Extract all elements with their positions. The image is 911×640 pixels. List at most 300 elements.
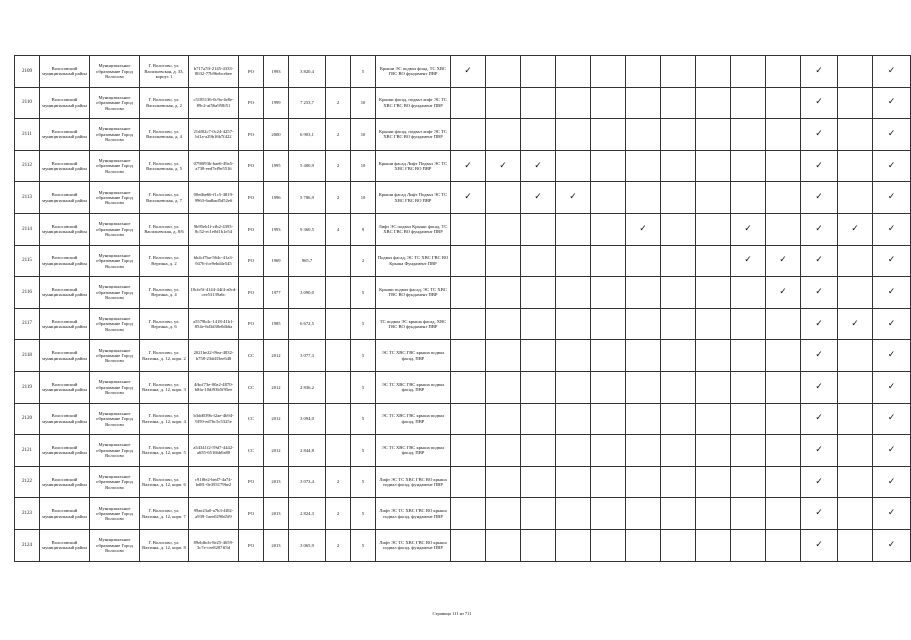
cell-work-mark	[591, 403, 626, 435]
cell-work-mark	[626, 308, 661, 340]
cell-address: Г. Волосово, ул. Васильевская, д. 7	[140, 182, 189, 214]
cell-work-mark	[696, 308, 731, 340]
cell-work-mark	[556, 56, 591, 88]
cell-work-mark	[521, 340, 556, 372]
cell-work-mark	[626, 87, 661, 119]
cell-work-mark	[486, 245, 521, 277]
cell-work-mark	[626, 340, 661, 372]
checkmark-icon: ✓	[815, 223, 823, 234]
cell-works-list: Крыши подвал фасад, ЭС ТС ХВС ГВС ВО фундамент ПВР	[376, 277, 451, 309]
cell-lift-count	[326, 340, 351, 372]
cell-build-year: 2012	[264, 403, 289, 435]
checkmark-icon: ✓	[779, 255, 787, 266]
cell-build-year: 1985	[264, 308, 289, 340]
cell-district-name: Волосовский муниципальный район	[40, 498, 90, 530]
cell-work-mark	[626, 213, 661, 245]
checkmark-icon: ✓	[851, 223, 859, 234]
cell-work-mark	[661, 371, 696, 403]
cell-work-mark	[591, 340, 626, 372]
cell-work-mark	[486, 182, 521, 214]
cell-work-mark	[521, 119, 556, 151]
cell-work-mark	[873, 245, 911, 277]
checkmark-icon: ✓	[815, 318, 823, 329]
cell-work-mark	[873, 56, 911, 88]
cell-lift-count: 4	[326, 213, 351, 245]
cell-work-mark	[451, 245, 486, 277]
cell-address: Г. Волосово, ул. Вахтина, д. 12, корп. 2	[140, 340, 189, 372]
cell-work-mark	[801, 182, 838, 214]
checkmark-icon: ✓	[887, 444, 896, 455]
cell-work-mark	[521, 182, 556, 214]
cell-work-mark	[801, 403, 838, 435]
cell-work-mark	[626, 498, 661, 530]
cell-work-mark	[696, 435, 731, 467]
cell-work-mark	[556, 277, 591, 309]
cell-work-mark	[626, 466, 661, 498]
cell-work-mark	[451, 498, 486, 530]
cell-work-mark	[731, 340, 766, 372]
checkmark-icon: ✓	[815, 65, 823, 76]
cell-fund-code: РО	[239, 119, 264, 151]
cell-total-area: 5 786,9	[289, 182, 326, 214]
cell-work-mark	[766, 529, 801, 561]
cell-work-mark	[486, 87, 521, 119]
cell-works-list: ЭС ТС ХВС ГВС крыша подвал фасад, ПВР	[376, 340, 451, 372]
cell-work-mark	[486, 308, 521, 340]
table-row	[15, 182, 911, 214]
cell-works-list: ЭС ТС ХВС ГВС крыша подвал фасад, ПВР	[376, 371, 451, 403]
cell-lift-count	[326, 403, 351, 435]
cell-work-mark	[626, 150, 661, 182]
cell-work-mark	[696, 403, 731, 435]
cell-floor-count: 5	[351, 435, 376, 467]
checkmark-icon: ✓	[887, 286, 896, 297]
cell-municipality-name: Муниципальное образование Город Волосово	[90, 213, 140, 245]
cell-work-mark	[591, 308, 626, 340]
cell-house-guid: 89ebfbcb-8e25-4659-3c7e-cee8207ff3d	[189, 529, 239, 561]
cell-address: Г. Волосово, ул. Вергина, д. 2	[140, 245, 189, 277]
cell-address: Г. Волосово, ул. Васильевская, д. 4	[140, 119, 189, 151]
cell-work-mark	[591, 466, 626, 498]
cell-work-mark	[838, 119, 873, 151]
cell-municipality-name: Муниципальное образование Город Волосово	[90, 150, 140, 182]
cell-house-guid: 18cfe5f-4144-44f4-a0cd-cee53139a6c	[189, 277, 239, 309]
cell-lift-count: 2	[326, 498, 351, 530]
cell-work-mark	[521, 150, 556, 182]
cell-work-mark	[731, 213, 766, 245]
cell-build-year: 2012	[264, 371, 289, 403]
cell-row-number: 2124	[15, 529, 40, 561]
cell-work-mark	[873, 466, 911, 498]
cell-floor-count: 5	[351, 403, 376, 435]
cell-house-guid: 4fbcf73e-00a2-4870-b8fa-10df93b5f95ee	[189, 371, 239, 403]
table-row	[15, 403, 911, 435]
cell-fund-code: СС	[239, 435, 264, 467]
cell-work-mark	[696, 245, 731, 277]
cell-work-mark	[591, 435, 626, 467]
cell-work-mark	[521, 56, 556, 88]
cell-work-mark	[696, 277, 731, 309]
cell-row-number: 2115	[15, 245, 40, 277]
cell-work-mark	[661, 498, 696, 530]
housing-registry-table	[14, 55, 911, 562]
table-row	[15, 498, 911, 530]
cell-floor-count: 5	[351, 308, 376, 340]
cell-address: Г. Волосово, ул. Вахтина, д. 12, корп. 3	[140, 371, 189, 403]
cell-work-mark	[556, 371, 591, 403]
page-footer	[0, 611, 872, 616]
checkmark-icon: ✓	[887, 350, 896, 361]
cell-work-mark	[521, 277, 556, 309]
cell-work-mark	[556, 308, 591, 340]
cell-work-mark	[801, 56, 838, 88]
cell-works-list: Лифт ЭС ТС ХВС ГВС ВО крыша подвал фасад, фундамент ПВР	[376, 529, 451, 561]
cell-build-year: 2000	[264, 119, 289, 151]
cell-district-name: Волосовский муниципальный район	[40, 119, 90, 151]
cell-work-mark	[451, 182, 486, 214]
cell-work-mark	[556, 245, 591, 277]
checkmark-icon: ✓	[464, 192, 472, 203]
cell-fund-code: СС	[239, 340, 264, 372]
cell-work-mark	[521, 245, 556, 277]
cell-work-mark	[521, 308, 556, 340]
cell-build-year: 2013	[264, 529, 289, 561]
cell-work-mark	[591, 371, 626, 403]
cell-work-mark	[731, 150, 766, 182]
cell-work-mark	[696, 529, 731, 561]
cell-work-mark	[766, 119, 801, 151]
cell-work-mark	[486, 277, 521, 309]
cell-work-mark	[838, 498, 873, 530]
cell-work-mark	[731, 529, 766, 561]
cell-work-mark	[556, 466, 591, 498]
cell-municipality-name: Муниципальное образование Город Волосово	[90, 340, 140, 372]
cell-row-number: 2118	[15, 340, 40, 372]
cell-work-mark	[451, 403, 486, 435]
cell-work-mark	[838, 56, 873, 88]
cell-work-mark	[696, 119, 731, 151]
cell-work-mark	[626, 371, 661, 403]
cell-work-mark	[451, 435, 486, 467]
cell-lift-count	[326, 308, 351, 340]
cell-work-mark	[696, 150, 731, 182]
cell-work-mark	[731, 277, 766, 309]
checkmark-icon: ✓	[887, 381, 896, 392]
checkmark-icon: ✓	[887, 539, 896, 550]
cell-district-name: Волосовский муниципальный район	[40, 245, 90, 277]
cell-build-year: 1969	[264, 245, 289, 277]
cell-work-mark	[591, 119, 626, 151]
checkmark-icon: ✓	[815, 286, 823, 297]
cell-work-mark	[696, 466, 731, 498]
cell-build-year: 2013	[264, 466, 289, 498]
cell-work-mark	[486, 119, 521, 151]
cell-work-mark	[626, 245, 661, 277]
cell-work-mark	[873, 340, 911, 372]
cell-row-number: 2122	[15, 466, 40, 498]
table-row	[15, 466, 911, 498]
checkmark-icon: ✓	[887, 128, 896, 139]
cell-house-guid: a5579b4c-1418-41b1-854e-6d3d38e0db6a	[189, 308, 239, 340]
cell-work-mark	[626, 529, 661, 561]
checkmark-icon: ✓	[887, 65, 896, 76]
cell-floor-count: 5	[351, 371, 376, 403]
cell-work-mark	[873, 119, 911, 151]
cell-work-mark	[486, 435, 521, 467]
cell-work-mark	[731, 245, 766, 277]
cell-work-mark	[661, 403, 696, 435]
cell-district-name: Волосовский муниципальный район	[40, 277, 90, 309]
checkmark-icon: ✓	[815, 128, 823, 139]
cell-floor-count: 5	[351, 529, 376, 561]
cell-work-mark	[486, 466, 521, 498]
cell-work-mark	[838, 182, 873, 214]
checkmark-icon: ✓	[534, 192, 542, 203]
cell-work-mark	[451, 308, 486, 340]
cell-work-mark	[766, 498, 801, 530]
cell-work-mark	[801, 277, 838, 309]
cell-build-year: 1977	[264, 277, 289, 309]
cell-work-mark	[591, 277, 626, 309]
cell-municipality-name: Муниципальное образование Город Волосово	[90, 119, 140, 151]
checkmark-icon: ✓	[815, 192, 823, 203]
cell-fund-code: РО	[239, 87, 264, 119]
cell-work-mark	[591, 529, 626, 561]
cell-floor-count: 10	[351, 119, 376, 151]
cell-work-mark	[838, 435, 873, 467]
cell-address: Г. Волосово, ул. Вахтина, д. 12, корп. 7	[140, 498, 189, 530]
cell-address: Г. Волосово, ул. Васильевская, д. 8/6	[140, 213, 189, 245]
cell-house-guid: a54341f2-59d7-4442-a655-6516bb0a80	[189, 435, 239, 467]
cell-work-mark	[556, 150, 591, 182]
checkmark-icon: ✓	[851, 318, 859, 329]
cell-total-area: 2 844,8	[289, 435, 326, 467]
cell-work-mark	[873, 498, 911, 530]
cell-total-area: 3 090,0	[289, 277, 326, 309]
cell-work-mark	[766, 308, 801, 340]
cell-house-guid: 0798f93b-bae6-49a5-a738-eed7ef9e5516	[189, 150, 239, 182]
cell-total-area: 3 820,4	[289, 56, 326, 88]
cell-work-mark	[451, 466, 486, 498]
cell-work-mark	[801, 213, 838, 245]
cell-work-mark	[731, 56, 766, 88]
cell-row-number: 2117	[15, 308, 40, 340]
cell-total-area: 6 903,1	[289, 119, 326, 151]
cell-work-mark	[801, 435, 838, 467]
cell-work-mark	[696, 182, 731, 214]
cell-work-mark	[591, 182, 626, 214]
cell-work-mark	[801, 498, 838, 530]
cell-row-number: 2121	[15, 435, 40, 467]
cell-work-mark	[486, 56, 521, 88]
cell-work-mark	[766, 213, 801, 245]
cell-district-name: Волосовский муниципальный район	[40, 340, 90, 372]
cell-work-mark	[591, 87, 626, 119]
cell-work-mark	[486, 213, 521, 245]
cell-work-mark	[838, 150, 873, 182]
cell-district-name: Волосовский муниципальный район	[40, 182, 90, 214]
cell-work-mark	[451, 150, 486, 182]
cell-work-mark	[873, 435, 911, 467]
cell-total-area: 7 253,7	[289, 87, 326, 119]
cell-works-list: ТС подвал ЭС крыша фасад, ХВС ГВС ВО фундамент ПВР	[376, 308, 451, 340]
checkmark-icon: ✓	[887, 413, 896, 424]
cell-work-mark	[731, 498, 766, 530]
cell-work-mark	[661, 245, 696, 277]
cell-work-mark	[451, 213, 486, 245]
cell-fund-code: РО	[239, 308, 264, 340]
cell-floor-count: 10	[351, 87, 376, 119]
cell-work-mark	[626, 182, 661, 214]
checkmark-icon: ✓	[499, 160, 507, 171]
cell-municipality-name: Муниципальное образование Город Волосово	[90, 277, 140, 309]
cell-work-mark	[521, 371, 556, 403]
cell-work-mark	[451, 340, 486, 372]
checkmark-icon: ✓	[815, 350, 823, 361]
cell-works-list: Крыши фасад Лифт Подвал ЭС ТС ХВС ГВС ВО ПВР	[376, 150, 451, 182]
cell-work-mark	[731, 119, 766, 151]
cell-floor-count: 2	[351, 245, 376, 277]
table-row	[15, 245, 911, 277]
cell-house-guid: b3dd039b-f2ae-4b94-9f59-ed76c5c5325e	[189, 403, 239, 435]
cell-fund-code: РО	[239, 277, 264, 309]
cell-row-number: 2116	[15, 277, 40, 309]
cell-lift-count	[326, 56, 351, 88]
cell-work-mark	[451, 529, 486, 561]
cell-build-year: 1995	[264, 150, 289, 182]
cell-work-mark	[626, 403, 661, 435]
cell-municipality-name: Муниципальное образование Город Волосово	[90, 371, 140, 403]
cell-house-guid: 21df02c7-0c24-4257-bf1a-a29b16b7f422	[189, 119, 239, 151]
cell-work-mark	[521, 213, 556, 245]
cell-work-mark	[838, 403, 873, 435]
checkmark-icon: ✓	[744, 255, 752, 266]
cell-municipality-name: Муниципальное образование Город Волосово	[90, 529, 140, 561]
cell-lift-count: 2	[326, 119, 351, 151]
table-row	[15, 213, 911, 245]
cell-district-name: Волосовский муниципальный район	[40, 466, 90, 498]
cell-fund-code: СС	[239, 403, 264, 435]
cell-work-mark	[486, 403, 521, 435]
cell-lift-count	[326, 277, 351, 309]
table-row	[15, 277, 911, 309]
cell-lift-count	[326, 371, 351, 403]
cell-works-list: ЭС ТС ХВС ГВС крыша подвал фасад, ПВР	[376, 403, 451, 435]
cell-work-mark	[661, 435, 696, 467]
cell-work-mark	[838, 529, 873, 561]
cell-work-mark	[696, 340, 731, 372]
cell-row-number: 2113	[15, 182, 40, 214]
cell-work-mark	[556, 435, 591, 467]
cell-work-mark	[451, 119, 486, 151]
cell-work-mark	[766, 56, 801, 88]
cell-address: Г. Волосово, ул. Вахтина, д. 12, корп. 5	[140, 435, 189, 467]
cell-work-mark	[626, 56, 661, 88]
cell-work-mark	[838, 277, 873, 309]
cell-row-number: 2119	[15, 371, 40, 403]
cell-work-mark	[661, 466, 696, 498]
cell-work-mark	[486, 498, 521, 530]
cell-floor-count: 5	[351, 340, 376, 372]
checkmark-icon: ✓	[464, 160, 472, 171]
cell-address: Г. Волосово, ул. Васильевская, д. 5	[140, 150, 189, 182]
table-body	[15, 56, 911, 562]
table-row	[15, 371, 911, 403]
cell-work-mark	[451, 277, 486, 309]
cell-row-number: 2123	[15, 498, 40, 530]
checkmark-icon: ✓	[887, 160, 896, 171]
table-row	[15, 529, 911, 561]
cell-work-mark	[838, 308, 873, 340]
cell-floor-count: 9	[351, 213, 376, 245]
cell-floor-count: 5	[351, 56, 376, 88]
cell-work-mark	[873, 308, 911, 340]
cell-work-mark	[801, 150, 838, 182]
cell-work-mark	[661, 213, 696, 245]
cell-lift-count: 2	[326, 466, 351, 498]
cell-works-list: Крыши фасад, подвал лифт ЭС ТС ХВС ГВС ВО фундамент ПВР	[376, 119, 451, 151]
cell-work-mark	[626, 119, 661, 151]
cell-address: Г. Волосово, ул. Васильевская, д. 2	[140, 87, 189, 119]
cell-work-mark	[766, 435, 801, 467]
checkmark-icon: ✓	[815, 160, 823, 171]
cell-total-area: 5 400,9	[289, 150, 326, 182]
checkmark-icon: ✓	[887, 476, 896, 487]
table-row	[15, 308, 911, 340]
cell-address: Г. Волосово, ул. Вахтина, д. 12, корп. 8	[140, 529, 189, 561]
cell-work-mark	[873, 182, 911, 214]
cell-floor-count: 10	[351, 182, 376, 214]
cell-fund-code: РО	[239, 56, 264, 88]
cell-works-list: ЭС ТС ХВС ГВС крыша подвал фасад, ПВР	[376, 435, 451, 467]
cell-work-mark	[766, 340, 801, 372]
cell-work-mark	[556, 340, 591, 372]
cell-address: Г. Волосово, ул. Вахтина, д. 12, корп. 4	[140, 403, 189, 435]
cell-row-number: 2109	[15, 56, 40, 88]
cell-work-mark	[731, 435, 766, 467]
cell-lift-count	[326, 435, 351, 467]
cell-total-area: 6 672,5	[289, 308, 326, 340]
cell-district-name: Волосовский муниципальный район	[40, 213, 90, 245]
cell-fund-code: РО	[239, 498, 264, 530]
cell-works-list: Лифт ЭС ТС ХВС ГВС ВО крыша подвал фасад, фундамент ПВР	[376, 466, 451, 498]
cell-work-mark	[766, 403, 801, 435]
cell-address: Г. Волосово, ул. Васильевская, д. 33, корпус 1	[140, 56, 189, 88]
cell-work-mark	[731, 182, 766, 214]
cell-row-number: 2110	[15, 87, 40, 119]
cell-fund-code: РО	[239, 245, 264, 277]
cell-address: Г. Волосово, ул. Вергина, д. 4	[140, 277, 189, 309]
cell-work-mark	[873, 403, 911, 435]
cell-work-mark	[766, 371, 801, 403]
cell-lift-count: 2	[326, 87, 351, 119]
cell-work-mark	[556, 182, 591, 214]
table-row	[15, 56, 911, 88]
cell-work-mark	[838, 340, 873, 372]
table-row	[15, 150, 911, 182]
cell-work-mark	[873, 277, 911, 309]
cell-work-mark	[556, 529, 591, 561]
checkmark-icon: ✓	[815, 476, 823, 487]
cell-work-mark	[591, 213, 626, 245]
cell-work-mark	[801, 245, 838, 277]
checkmark-icon: ✓	[815, 444, 823, 455]
cell-work-mark	[661, 87, 696, 119]
cell-work-mark	[521, 529, 556, 561]
cell-work-mark	[486, 150, 521, 182]
cell-fund-code: РО	[239, 466, 264, 498]
table-row	[15, 340, 911, 372]
